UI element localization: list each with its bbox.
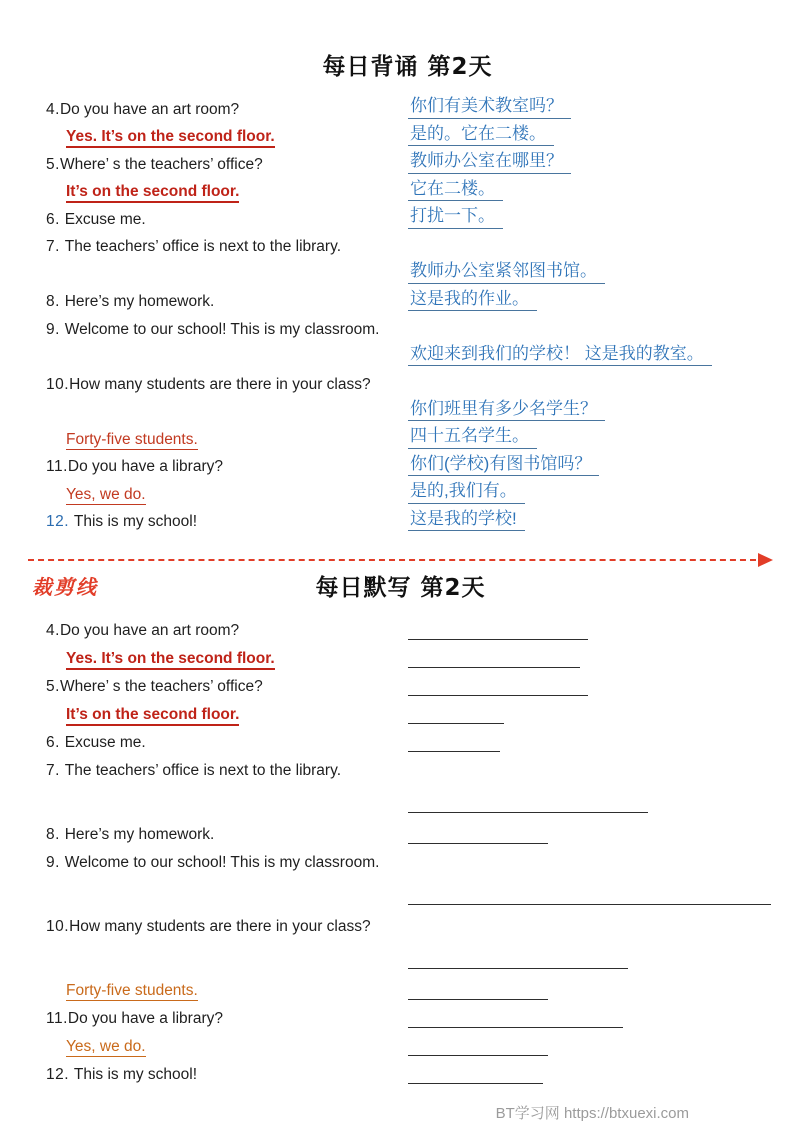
worksheet-row xyxy=(46,1056,769,1084)
item-number: 7. xyxy=(46,238,65,255)
item-number: 6. xyxy=(46,734,65,751)
cut-line-dashes xyxy=(28,559,756,561)
worksheet-row xyxy=(46,724,769,752)
item-number: 5. xyxy=(46,678,60,695)
english-phrase xyxy=(46,854,379,872)
answer-blank-line xyxy=(408,1037,548,1056)
worksheet-row xyxy=(46,476,769,504)
english-text: Do you have an art room? xyxy=(59,100,240,118)
dictation-section xyxy=(46,612,769,1084)
english-phrase xyxy=(46,211,408,229)
item-number: 4. xyxy=(46,622,60,639)
english-phrase xyxy=(46,982,408,1000)
answer-area xyxy=(408,1065,543,1084)
item-number: 9. xyxy=(46,854,65,871)
worksheet-row xyxy=(46,1028,769,1056)
english-text: Here’s my homework. xyxy=(64,293,215,310)
english-phrase xyxy=(46,101,408,119)
answer-area xyxy=(408,1037,548,1056)
chinese-translation: 你们班里有多少名学生？ xyxy=(408,398,605,421)
worksheet-row xyxy=(46,421,769,449)
english-text: Excuse me. xyxy=(64,734,146,751)
english-text: Yes. It’s on the second floor. xyxy=(66,650,275,670)
english-phrase xyxy=(46,431,408,449)
english-phrase xyxy=(46,183,408,201)
item-number: 8. xyxy=(46,826,65,843)
worksheet-row xyxy=(46,844,769,872)
item-number: 6. xyxy=(46,210,65,228)
chinese-translation: 这是我的作业。 xyxy=(408,288,537,311)
english-phrase xyxy=(46,706,408,724)
answer-area xyxy=(408,1009,623,1028)
english-text: It’s on the second floor. xyxy=(66,706,239,726)
english-phrase xyxy=(46,458,408,476)
worksheet-row xyxy=(46,201,769,229)
english-text: Yes. It’s on the second floor. xyxy=(66,128,275,148)
dictation-header-row xyxy=(32,569,769,602)
chinese-translation: 是的,我们有。 xyxy=(408,480,525,503)
cut-line xyxy=(28,553,773,567)
chinese-translation: 你们有美术教室吗？ xyxy=(408,95,571,118)
worksheet-row xyxy=(46,696,769,724)
item-number: 9. xyxy=(46,320,65,338)
answer-area xyxy=(408,886,771,905)
answer-area xyxy=(408,649,580,668)
item-number: 8. xyxy=(46,293,65,310)
answer-blank-line xyxy=(408,705,504,724)
english-text: Do you have a library? xyxy=(67,1010,223,1027)
worksheet-row xyxy=(46,311,769,339)
english-text: Welcome to our school! This is my classroom. xyxy=(64,320,380,338)
answer-area xyxy=(408,981,548,1000)
worksheet-row-continuation xyxy=(46,877,769,905)
answer-area xyxy=(408,705,504,724)
answer-blank-line xyxy=(408,677,588,696)
item-number: 11. xyxy=(46,458,68,475)
worksheet-row xyxy=(46,816,769,844)
english-text: The teachers’ office is next to the library. xyxy=(64,762,341,779)
english-phrase xyxy=(46,513,408,531)
english-text: Forty-five students. xyxy=(66,982,198,999)
answer-area xyxy=(408,621,588,640)
worksheet-row xyxy=(46,449,769,477)
english-text: Here’s my homework. xyxy=(64,826,215,843)
answer-area xyxy=(408,794,648,813)
worksheet-row xyxy=(46,972,769,1000)
english-phrase xyxy=(46,376,371,394)
answer-area xyxy=(408,677,588,696)
cut-line-label: 裁剪线 xyxy=(32,575,98,599)
worksheet-row-continuation xyxy=(46,394,769,422)
site-watermark: BT学习网 https://btxuexi.com xyxy=(495,1105,689,1122)
answer-blank-line xyxy=(408,1065,543,1084)
answer-area xyxy=(408,825,548,844)
worksheet-row xyxy=(46,504,769,532)
english-phrase xyxy=(46,734,408,752)
english-phrase xyxy=(46,622,408,640)
chinese-translation: 教师办公室在哪里？ xyxy=(408,150,571,173)
item-number: 7. xyxy=(46,762,65,779)
worksheet-row xyxy=(46,229,769,257)
chinese-translation: 四十五名学生。 xyxy=(408,425,537,448)
worksheet-row xyxy=(46,612,769,640)
recite-section-title: 每日背诵 第2天 xyxy=(322,54,493,80)
english-text: Where’ s the teachers’ office? xyxy=(59,678,263,695)
english-text: This is my school! xyxy=(73,1066,198,1083)
english-text: This is my school! xyxy=(73,513,198,530)
english-text: Yes, we do. xyxy=(66,1038,146,1055)
english-phrase xyxy=(46,826,408,844)
english-text: It’s on the second floor. xyxy=(66,183,239,203)
english-text: Do you have a library? xyxy=(67,458,223,475)
worksheet-row xyxy=(46,908,769,936)
english-phrase xyxy=(46,762,341,780)
recite-section xyxy=(46,91,769,531)
english-text: Excuse me. xyxy=(64,210,146,228)
english-phrase xyxy=(46,1010,408,1028)
answer-blank-line xyxy=(408,733,500,752)
worksheet-row xyxy=(46,752,769,780)
worksheet-row xyxy=(46,119,769,147)
english-text: How many students are there in your class? xyxy=(69,918,371,935)
english-phrase xyxy=(46,128,408,146)
item-number: 10. xyxy=(46,918,70,935)
answer-area xyxy=(408,733,500,752)
english-phrase xyxy=(46,1066,408,1084)
chinese-translation: 它在二楼。 xyxy=(408,178,503,201)
english-phrase xyxy=(46,1038,408,1056)
dictation-section-title: 每日默写 第2天 xyxy=(315,575,486,601)
chinese-translation: 打扰一下。 xyxy=(408,205,503,228)
worksheet-row-continuation xyxy=(46,339,769,367)
answer-blank-line xyxy=(408,981,548,1000)
english-phrase xyxy=(46,156,408,174)
answer-blank-line xyxy=(408,950,628,969)
worksheet-row xyxy=(46,1000,769,1028)
worksheet-row xyxy=(46,91,769,119)
english-phrase xyxy=(46,321,379,339)
chinese-translation: 是的。它在二楼。 xyxy=(408,123,554,146)
worksheet-row xyxy=(46,174,769,202)
chinese-translation: 这是我的学校! xyxy=(408,508,525,531)
english-text: The teachers’ office is next to the library. xyxy=(64,238,341,255)
chinese-translation: 欢迎来到我们的学校！ 这是我的教室。 xyxy=(408,343,712,366)
english-text: Where’ s the teachers’ office? xyxy=(59,155,263,173)
item-number: 5. xyxy=(46,155,60,173)
english-text: Yes, we do. xyxy=(66,485,146,503)
english-text: Welcome to our school! This is my classroom. xyxy=(64,854,380,871)
english-phrase xyxy=(46,678,408,696)
answer-blank-line xyxy=(408,649,580,668)
worksheet-row xyxy=(46,146,769,174)
answer-blank-line xyxy=(408,825,548,844)
english-text: How many students are there in your class? xyxy=(69,375,371,393)
cut-line-arrow-icon xyxy=(758,553,773,567)
answer-blank-line xyxy=(408,886,771,905)
worksheet-row xyxy=(46,640,769,668)
english-phrase xyxy=(46,650,408,668)
english-phrase xyxy=(46,293,408,311)
answer-blank-line xyxy=(408,621,588,640)
worksheet-row xyxy=(46,366,769,394)
chinese-translation: 你们(学校)有图书馆吗？ xyxy=(408,453,599,476)
chinese-translation: 教师办公室紧邻图书馆。 xyxy=(408,260,605,283)
answer-blank-line xyxy=(408,794,648,813)
worksheet-row-continuation xyxy=(46,256,769,284)
english-phrase xyxy=(46,918,371,936)
item-number: 12. xyxy=(46,1066,74,1083)
item-number: 11. xyxy=(46,1010,68,1027)
english-text: Do you have an art room? xyxy=(59,622,240,639)
worksheet-row xyxy=(46,284,769,312)
answer-area xyxy=(408,950,628,969)
english-phrase xyxy=(46,238,341,256)
item-number: 4. xyxy=(46,100,60,118)
english-phrase xyxy=(46,486,408,504)
worksheet-row-continuation xyxy=(46,785,769,813)
answer-blank-line xyxy=(408,1009,623,1028)
worksheet-row xyxy=(46,668,769,696)
worksheet-row-continuation xyxy=(46,941,769,969)
english-text: Forty-five students. xyxy=(66,430,198,448)
item-number: 12. xyxy=(46,513,74,530)
item-number: 10. xyxy=(46,375,70,393)
